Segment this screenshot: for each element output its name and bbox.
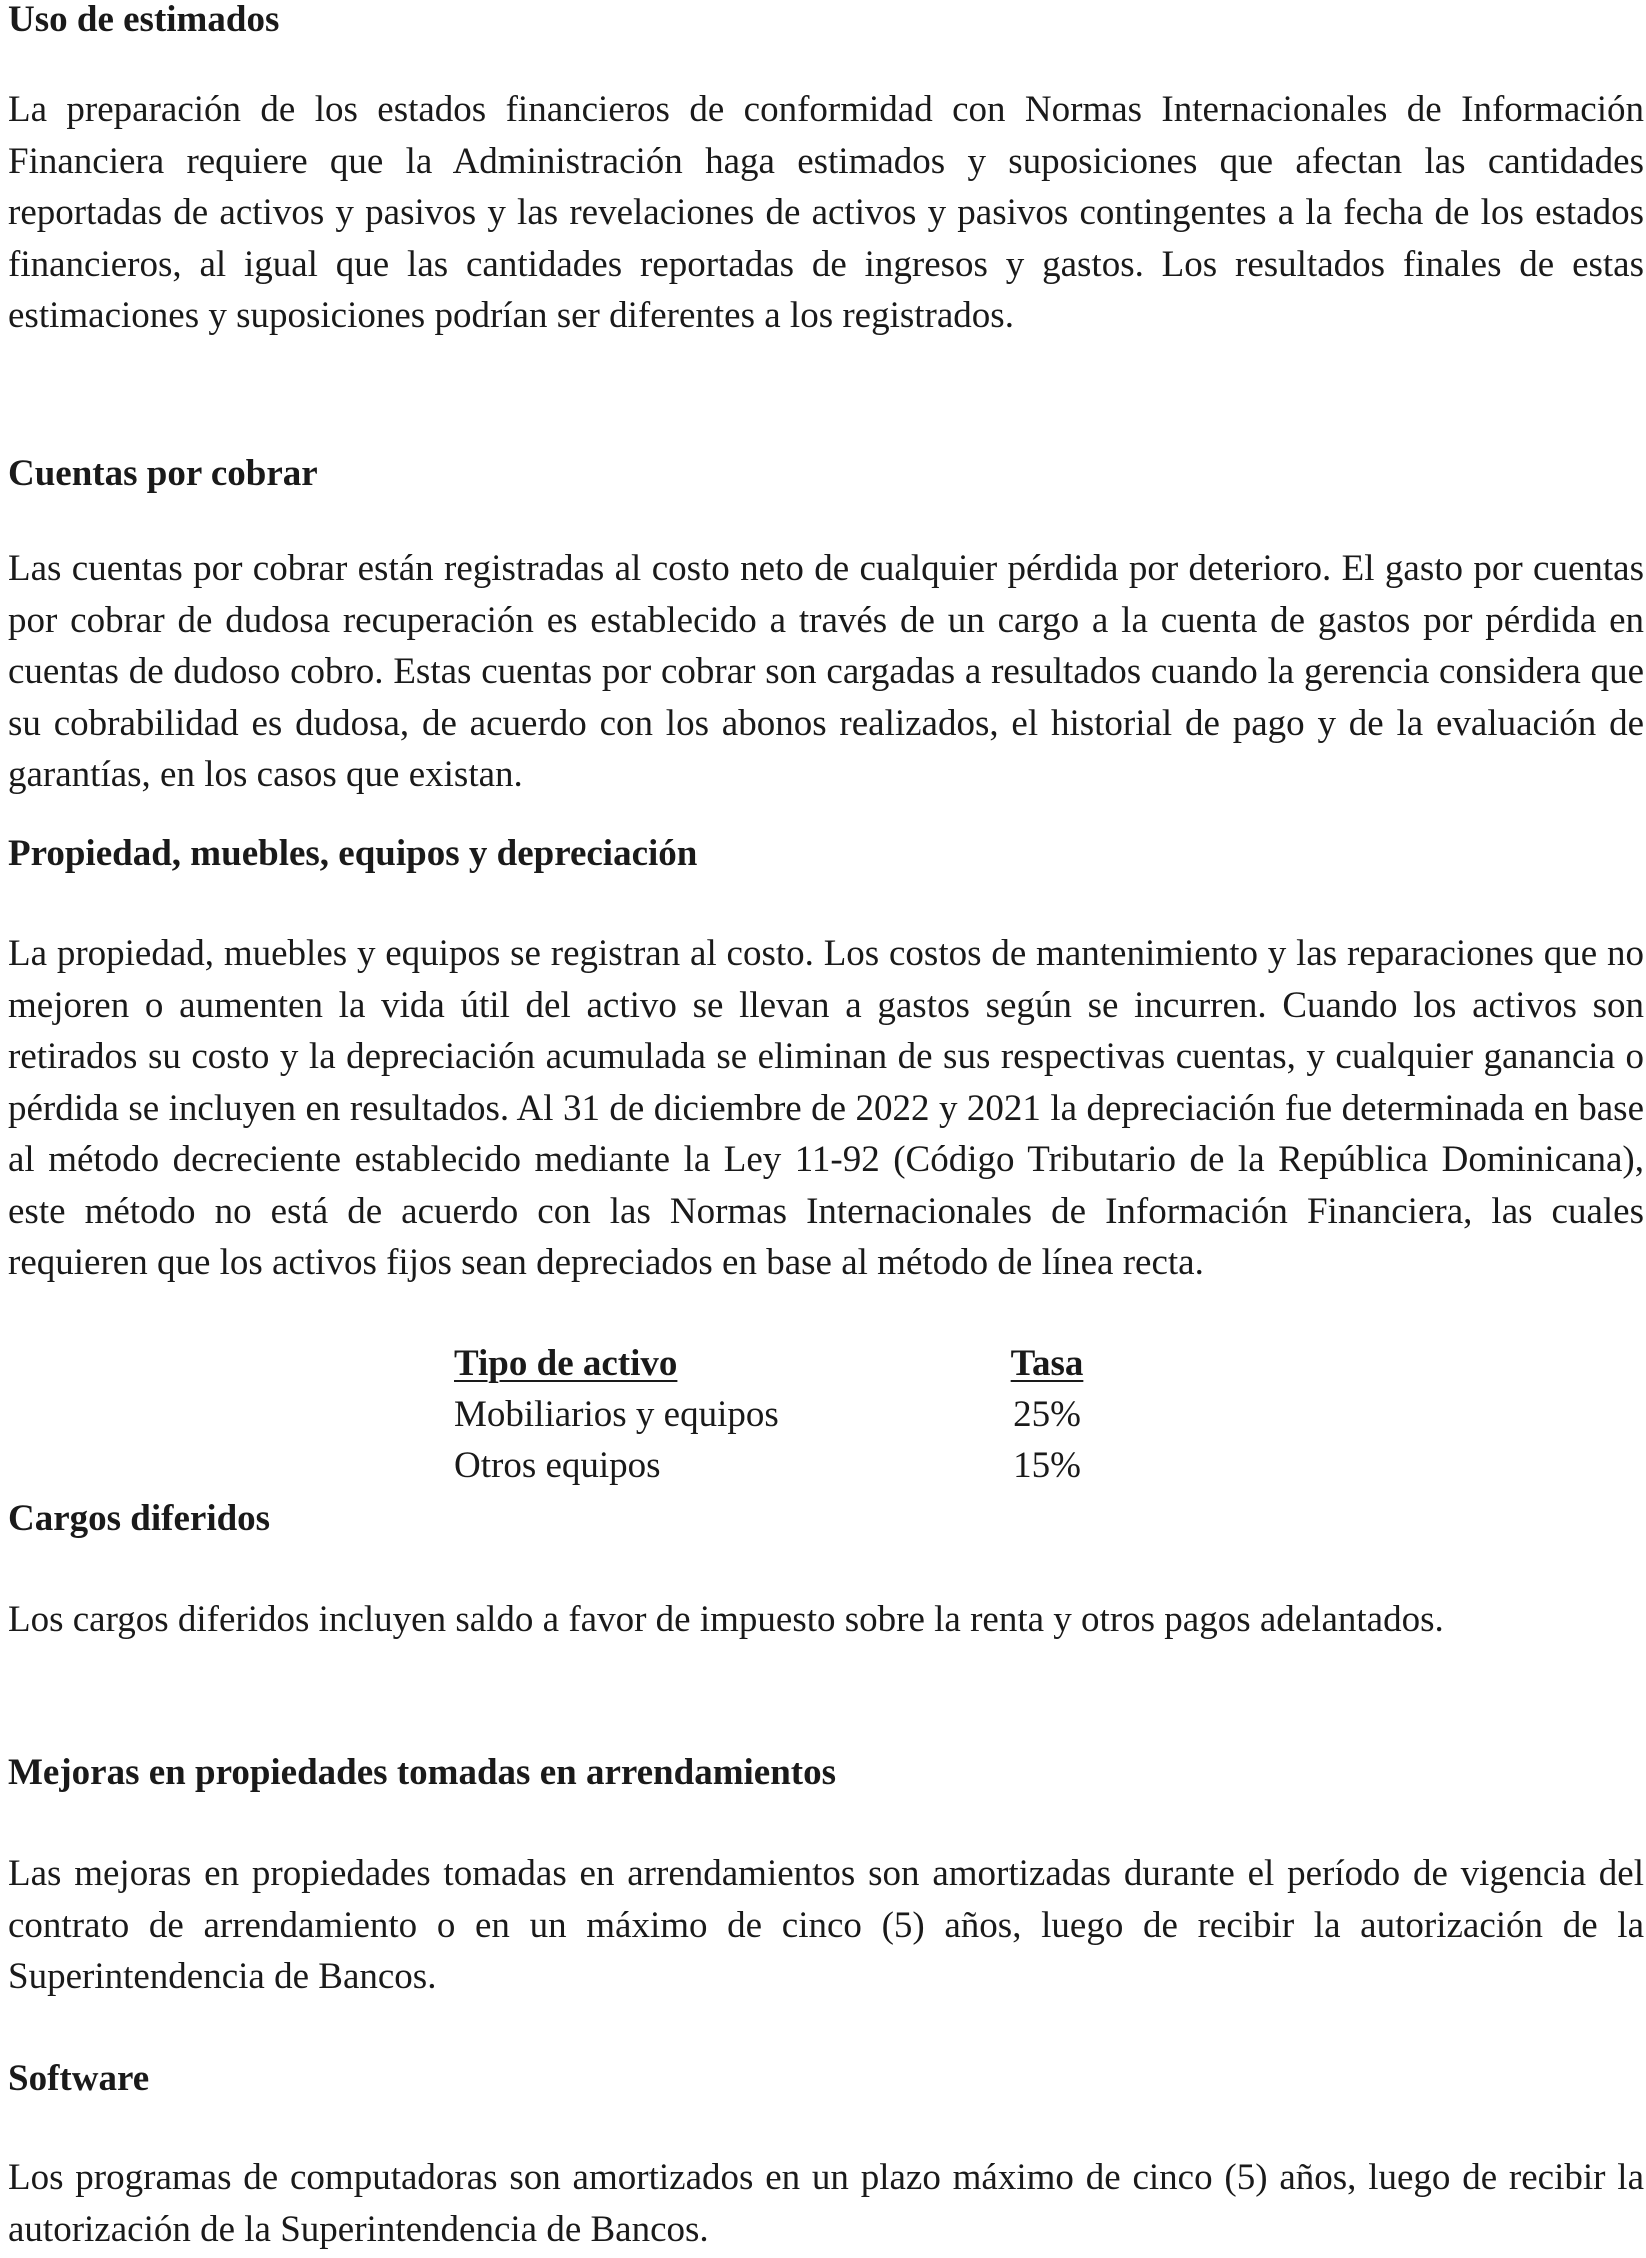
paragraph-uso-estimados: La preparación de los estados financieros de conformidad con Normas Internacionales de Información Financiera requiere que la Administración haga estimados y suposiciones que afectan las cantidades reportadas de activos y pasivos y las revelaciones de activos y pasivos contingentes a la fecha de los estados financieros, al igual que las cantidades reportadas de ingresos y gastos. Los resultados finales de estas estimaciones y suposiciones podrían ser diferentes a los registrados. <box>8 89 1644 336</box>
table-row <box>454 1440 1107 1491</box>
heading-propiedad-muebles-equipos: Propiedad, muebles, equipos y depreciación <box>8 833 698 874</box>
paragraph-cuentas-por-cobrar: Las cuentas por cobrar están registradas al costo neto de cualquier pérdida por deterioro. El gasto por cuentas por cobrar de dudosa recuperación es establecido a través de un cargo a la cuenta de gastos por pérdida en cuentas de dudoso cobro. Estas cuentas por cobrar son cargadas a resultados cuando la gerencia considera que su cobrabilidad es dudosa, de acuerdo con los abonos realizados, el historial de pago y de la evaluación de garantías, en los casos que existan. <box>8 548 1644 795</box>
asset-type-cell: Mobiliarios y equipos <box>454 1394 779 1435</box>
heading-cargos-diferidos: Cargos diferidos <box>8 1498 271 1539</box>
column-header-tasa: Tasa <box>1010 1343 1084 1384</box>
table-row <box>454 1389 1107 1440</box>
heading-mejoras-arrendamientos: Mejoras en propiedades tomadas en arrendamientos <box>8 1752 837 1793</box>
table-header-row <box>454 1338 1107 1389</box>
heading-software: Software <box>8 2058 150 2099</box>
heading-uso-estimados: Uso de estimados <box>8 0 280 40</box>
rate-cell: 25% <box>1013 1394 1081 1435</box>
heading-cuentas-por-cobrar: Cuentas por cobrar <box>8 453 318 494</box>
paragraph-cargos-diferidos: Los cargos diferidos incluyen saldo a favor de impuesto sobre la renta y otros pagos adelantados. <box>8 1599 1444 1640</box>
paragraph-propiedad-muebles-equipos: La propiedad, muebles y equipos se registran al costo. Los costos de mantenimiento y las reparaciones que no mejoren o aumenten la vida útil del activo se llevan a gastos según se incurren. Cuando los activos son retirados su costo y la depreciación acumulada se eliminan de sus respectivas cuentas, y cualquier ganancia o pérdida se incluyen en resultados. Al 31 de diciembre de 2022 y 2021 la depreciación fue determinada en base al método decreciente establecido mediante la Ley 11-92 (Código Tributario de la República Dominicana), este método no está de acuerdo con las Normas Internacionales de Información Financiera, las cuales requieren que los activos fijos sean depreciados en base al método de línea recta. <box>8 933 1644 1283</box>
paragraph-software: Los programas de computadoras son amortizados en un plazo máximo de cinco (5) años, luego de recibir la autorización de la Superintendencia de Bancos. <box>8 2157 1644 2250</box>
rate-cell: 15% <box>1013 1445 1081 1486</box>
asset-type-cell: Otros equipos <box>454 1445 661 1486</box>
depreciation-rate-table <box>454 1338 1107 1491</box>
column-header-tipo-de-activo: Tipo de activo <box>454 1343 678 1384</box>
paragraph-mejoras-arrendamientos: Las mejoras en propiedades tomadas en arrendamientos son amortizadas durante el período de vigencia del contrato de arrendamiento o en un máximo de cinco (5) años, luego de recibir la autorización de la Superintendencia de Bancos. <box>8 1853 1644 1997</box>
